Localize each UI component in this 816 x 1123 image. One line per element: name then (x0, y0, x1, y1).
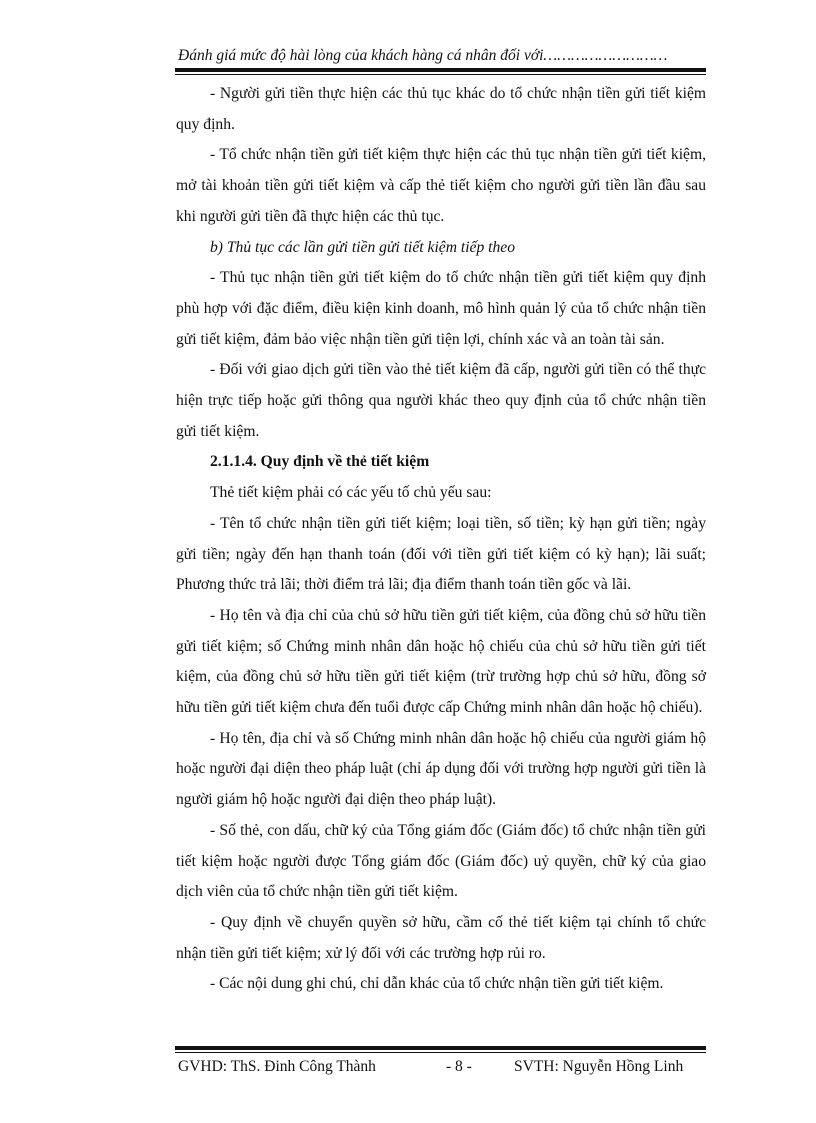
subsection-heading: b) Thủ tục các lần gửi tiền gửi tiết kiệm tiếp theo (210, 238, 515, 256)
paragraph: - Người gửi tiền thực hiện các thủ tục khác do tổ chức nhận tiền gửi tiết kiệm quy định. (176, 85, 706, 133)
paragraph: - Tên tổ chức nhận tiền gửi tiết kiệm; loại tiền, số tiền; kỳ hạn gửi tiền; ngày gửi tiền; ngày đến hạn thanh toán (đối với tiền gửi tiết kiệm có kỳ hạn); lãi suất; Phương thức trả lãi; thời điểm trả lãi; địa điểm thanh toán tiền gốc và lãi. (176, 514, 706, 594)
footer-advisor: GVHD: ThS. Đinh Công Thành (178, 1058, 376, 1075)
footer-student: SVTH: Nguyễn Hồng Linh (514, 1058, 684, 1075)
paragraph: - Tổ chức nhận tiền gửi tiết kiệm thực hiện các thủ tục nhận tiền gửi tiết kiệm, mở tài khoản tiền gửi tiết kiệm và cấp thẻ tiết kiệm cho người gửi tiền lần đầu sau khi người gửi tiền đã thực hiện các thủ tục. (176, 146, 706, 225)
footer-rule-thin (175, 1052, 706, 1053)
page-number: - 8 - (446, 1058, 472, 1075)
running-header: Đánh giá mức độ hài lòng của khách hàng cá nhân đối với……………………… (178, 47, 668, 64)
paragraph: - Quy định về chuyển quyền sở hữu, cầm cố thẻ tiết kiệm tại chính tổ chức nhận tiền gửi tiết kiệm; xử lý đối với các trường hợp rủi ro. (176, 913, 706, 962)
paragraph: - Thủ tục nhận tiền gửi tiết kiệm do tổ chức nhận tiền gửi tiết kiệm quy định phù hợp với đặc điểm, điều kiện kinh doanh, mô hình quản lý của tổ chức nhận tiền gửi tiết kiệm, đảm bảo việc nhận tiền gửi tiện lợi, chính xác và an toàn tài sản. (176, 269, 706, 348)
paragraph: Thẻ tiết kiệm phải có các yếu tố chủ yếu sau: (210, 484, 492, 502)
paragraph: - Số thẻ, con dấu, chữ ký của Tổng giám đốc (Giám đốc) tổ chức nhận tiền gửi tiết kiệm hoặc người được Tổng giám đốc (Giám đốc) uỷ quyền, chữ ký của giao dịch viên của tổ chức nhận tiền gửi tiết kiệm. (176, 821, 706, 901)
paragraph: - Các nội dung ghi chú, chỉ dẫn khác của tổ chức nhận tiền gửi tiết kiệm. (210, 975, 664, 993)
paragraph: - Họ tên và địa chỉ của chủ sở hữu tiền gửi tiết kiệm, của đồng chủ sở hữu tiền gửi tiết kiệm; số Chứng minh nhân dân hoặc hộ chiếu của chủ sở hữu tiền gửi tiết kiệm, của đồng chủ sở hữu tiền gửi tiết kiệm (trừ trường hợp chủ sở hữu, đồng sở hữu tiền gửi tiết kiệm chưa đến tuổi được cấp Chứng minh nhân dân hoặc hộ chiếu). (176, 606, 706, 717)
paragraph: - Đối với giao dịch gửi tiền vào thẻ tiết kiệm đã cấp, người gửi tiền có thể thực hiện trực tiếp hoặc gửi thông qua người khác theo quy định của tổ chức nhận tiền gửi tiết kiệm. (176, 361, 706, 440)
footer-rule (175, 1046, 706, 1050)
header-rule (175, 68, 706, 72)
paragraph: - Họ tên, địa chỉ và số Chứng minh nhân dân hoặc hộ chiếu của người giám hộ hoặc người đại diện theo pháp luật (chỉ áp dụng đối với trường hợp người gửi tiền là người giám hộ hoặc người đại diện theo pháp luật). (176, 729, 706, 809)
section-heading: 2.1.1.4. Quy định về thẻ tiết kiệm (210, 453, 430, 471)
header-rule-thin (175, 74, 706, 75)
body-text (176, 79, 706, 1000)
